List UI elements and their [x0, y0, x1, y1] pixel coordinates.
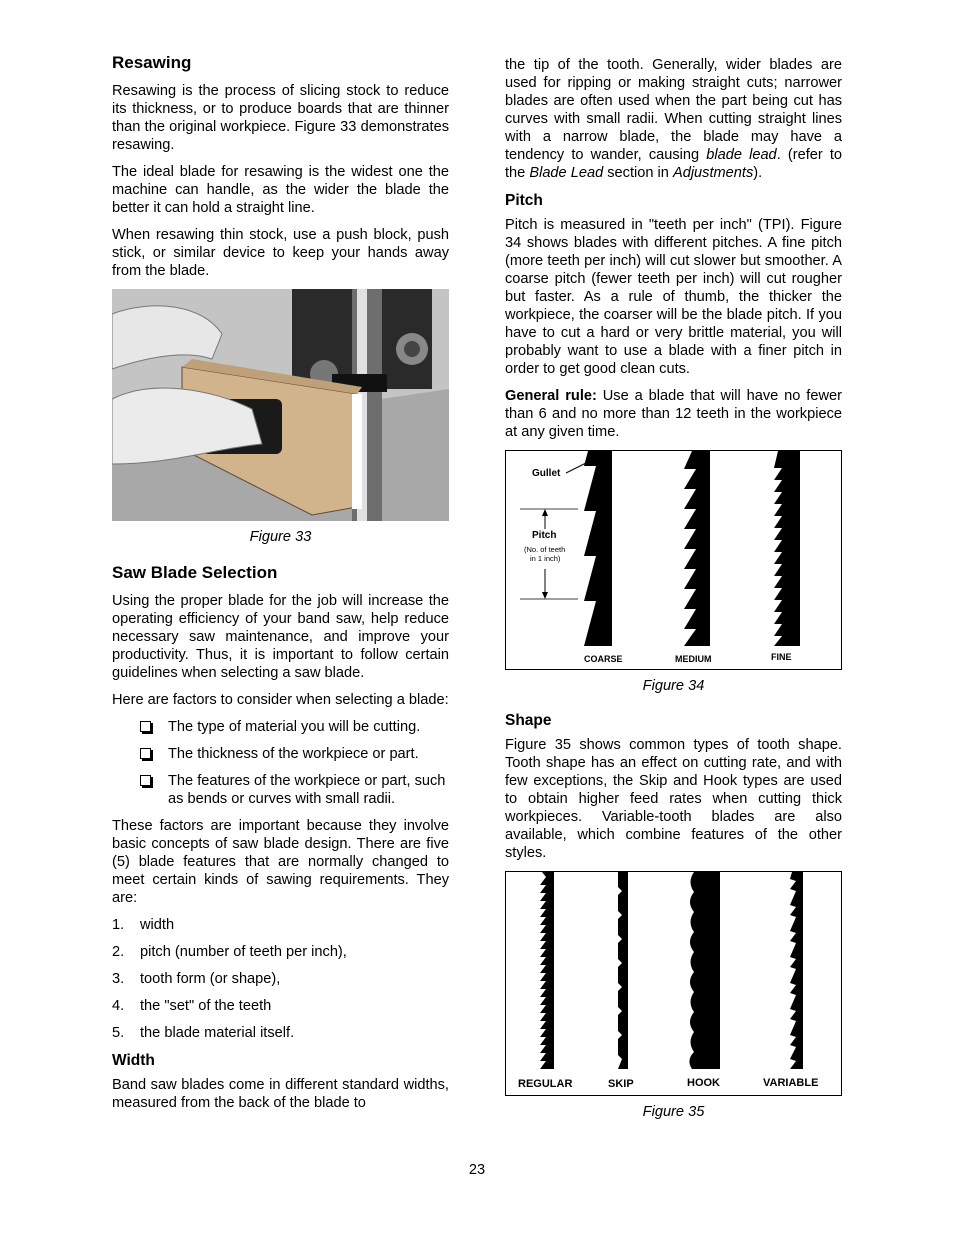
checklist-item-text: The type of material you will be cutting.	[168, 719, 421, 735]
figure-35-caption: Figure 35	[642, 1104, 705, 1120]
coarse-blade-shape	[584, 451, 612, 646]
saw-blade-selection-paragraph-3: These factors are important because they involve basic concepts of saw blade design. There are five (5) blade features that are normally changed to meet certain kinds of sawing requirements. They are:	[112, 818, 449, 906]
resawing-paragraph-3: When resawing thin stock, use a push block, push stick, or similar device to keep your hands away from the blade.	[112, 227, 449, 279]
width-heading: Width	[112, 1052, 155, 1069]
text-run: ).	[753, 165, 763, 181]
skip-blade-shape	[618, 872, 628, 1069]
resawing-paragraph-2: The ideal blade for resawing is the widest one the machine can handle, as the wider the blade the better it can hold a straight line.	[112, 164, 449, 216]
checklist-item	[140, 718, 449, 736]
list-item-text: width	[140, 917, 175, 933]
gullet-label: Gullet	[532, 468, 561, 479]
regular-blade-shape	[540, 872, 554, 1069]
text-run: the tip of the tooth. Generally, wider blades are used for ripping or making straight cuts; narrower blades are often used when the part being cut has curves with small radii. When cutting straight lines with a narrow blade, the blade may have a tendency to wander, causing	[505, 57, 842, 163]
resawing-photo-illustration	[112, 289, 449, 521]
shape-heading: Shape	[505, 712, 552, 729]
list-item-number: 1.	[112, 917, 125, 933]
pitch-arrow-up-head	[542, 509, 548, 516]
shape-paragraph-1: Figure 35 shows common types of tooth shape. Tooth shape has an effect on cutting rate, and with few exceptions, the Skip and Hook types are used to obtain higher feed rates when cutting thick workpieces. Variable-tooth blades are also available, which combine features of the other styles.	[505, 737, 842, 861]
checklist-item	[140, 745, 449, 763]
list-item-text: the "set" of the teeth	[140, 998, 272, 1014]
left-column	[112, 52, 449, 1121]
list-item-text: pitch (number of teeth per inch),	[140, 944, 347, 960]
coarse-label: COARSE	[584, 654, 623, 664]
medium-label: MEDIUM	[675, 654, 712, 664]
variable-label: VARIABLE	[763, 1077, 819, 1089]
medium-blade-shape	[684, 451, 710, 646]
selection-factors-checklist	[112, 718, 449, 808]
text-run: section in	[603, 165, 673, 181]
checklist-item-text: The features of the workpiece or part, such as bends or curves with small radii.	[168, 773, 446, 807]
saw-blade-selection-paragraph-2: Here are factors to consider when selecting a blade:	[112, 692, 449, 708]
figure-33-caption: Figure 33	[249, 529, 312, 545]
figure-34-caption: Figure 34	[642, 678, 705, 694]
general-rule-label: General rule:	[505, 388, 597, 404]
figure-35-tooth-shapes-diagram	[505, 871, 842, 1096]
list-item-text: tooth form (or shape),	[140, 971, 281, 987]
text-emphasis: Adjustments	[672, 165, 754, 181]
checkbox-icon	[140, 775, 151, 786]
fine-label: FINE	[771, 652, 792, 662]
general-rule-paragraph	[505, 387, 842, 441]
width-paragraph-continued	[505, 56, 842, 182]
list-item-number: 3.	[112, 971, 125, 987]
pitch-paragraph-1: Pitch is measured in "teeth per inch" (TPI). Figure 34 shows blades with different pitches. A fine pitch (more teeth per inch) will cut slower but smoother. A coarse pitch (fewer teeth per inch) will cut rougher but faster. As a rule of thumb, the thicker the workpiece, the coarser will be the blade pitch. If you have to cut a hard or very brittle material, you will probably want to use a blade with a finer pitch in order to get good clean cuts.	[505, 217, 842, 377]
width-paragraph-1: Band saw blades come in different standard widths, measured from the back of the blade to	[112, 1077, 449, 1111]
list-item-number: 5.	[112, 1025, 125, 1041]
text-emphasis: blade lead	[706, 147, 777, 163]
list-item	[112, 970, 449, 988]
saw-blade-selection-paragraph-1: Using the proper blade for the job will increase the operating efficiency of your band saw, help reduce necessary saw maintenance, and improve your productivity. Thus, it is important to follow certain guidelines when selecting a saw blade.	[112, 593, 449, 681]
checkbox-icon	[140, 721, 151, 732]
list-item	[112, 1024, 449, 1042]
right-column	[505, 56, 842, 1137]
pitch-label: Pitch	[532, 530, 557, 541]
pitch-diagram-svg	[506, 451, 841, 669]
hook-blade-shape	[689, 872, 720, 1069]
tooth-shapes-svg	[506, 872, 841, 1095]
hook-label: HOOK	[687, 1077, 720, 1089]
pitch-note-line-2: in 1 inch)	[530, 554, 561, 563]
text-emphasis: Blade Lead	[529, 165, 604, 181]
list-item	[112, 997, 449, 1015]
general-rule-text: Use a blade that will have no fewer than 6 and no more than 12 teeth in the workpiece at any given time.	[505, 388, 842, 440]
resawing-paragraph-1: Resawing is the process of slicing stock to reduce its thickness, or to produce boards that are thinner than the original workpiece. Figure 33 demonstrates resawing.	[112, 83, 449, 153]
checklist-item-text: The thickness of the workpiece or part.	[168, 746, 419, 762]
fine-blade-shape	[774, 451, 800, 646]
pitch-arrow-down-head	[542, 592, 548, 599]
list-item-text: the blade material itself.	[140, 1025, 295, 1041]
list-item-number: 2.	[112, 944, 125, 960]
list-item-number: 4.	[112, 998, 125, 1014]
saw-blade-selection-heading: Saw Blade Selection	[112, 563, 278, 582]
figure-34-pitch-diagram	[505, 450, 842, 670]
checklist-item	[140, 772, 449, 808]
pitch-heading: Pitch	[505, 192, 543, 209]
skip-label: SKIP	[608, 1078, 634, 1090]
regular-label: REGULAR	[518, 1078, 573, 1090]
list-item	[112, 916, 449, 934]
pitch-note-line-1: (No. of teeth	[524, 545, 566, 554]
page-number: 23	[468, 1162, 486, 1178]
figure-33-photo	[112, 289, 449, 521]
checkbox-icon	[140, 748, 151, 759]
blade-features-list	[112, 916, 449, 1042]
resawing-heading: Resawing	[112, 53, 192, 72]
list-item	[112, 943, 449, 961]
text-run: . (refer to the	[505, 147, 843, 181]
variable-blade-shape	[790, 872, 803, 1069]
